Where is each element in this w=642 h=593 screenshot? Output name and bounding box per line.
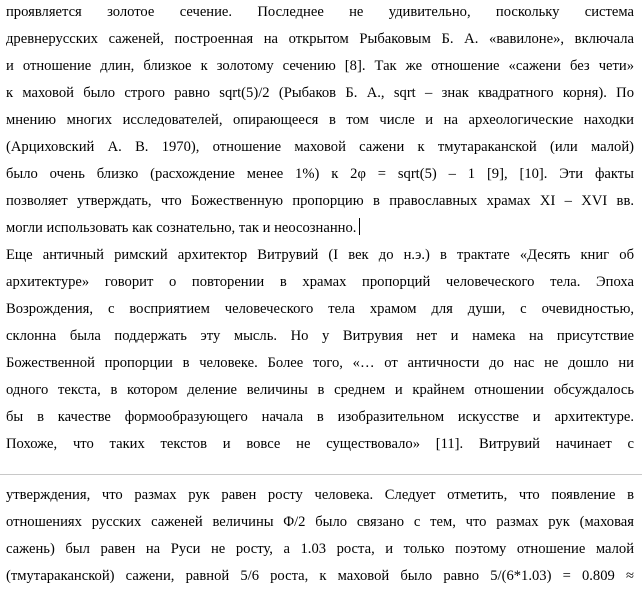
text-line[interactable]: сажень) был равен на Руси не росту, а 1.03 роста, и только поэтому отношение малой — [6, 541, 634, 557]
text-line[interactable]: утверждения, что размах рук равен росту человека. Следует отметить, что появление в — [6, 487, 634, 503]
text-line[interactable]: было очень близко (расхождение менее 1%) к 2φ = sqrt(5) – 1 [9], [10]. Эти факты — [6, 166, 634, 182]
text-line[interactable]: позволяет утверждать, что Божественную пропорцию в православных храмах XI – XVI вв. — [6, 193, 634, 209]
text-line[interactable]: Похоже, что таких текстов и вовсе не существовало» [11]. Витрувий начинает с — [6, 436, 634, 452]
text-line[interactable]: Возрождения, с восприятием человеческого тела храмом для души, с очевидностью, — [6, 301, 634, 317]
text-line[interactable]: и отношение длин, близкое к золотому сечению [8]. Так же отношение «сажени без чети» — [6, 58, 634, 74]
text-line[interactable]: Еще античный римский архитектор Витрувий (I век до н.э.) в трактате «Десять книг об — [6, 247, 634, 263]
text-line[interactable]: одного текста, в котором деление величины в среднем и крайнем отношении обсуждалось — [6, 382, 634, 398]
text-line[interactable]: архитектуре» говорит о повторении в храмах пропорций человеческого тела. Эпоха — [6, 274, 634, 290]
text-cursor — [359, 218, 360, 235]
text-line[interactable]: мнению многих исследователей, опирающееся в том числе и на археологические находки — [6, 112, 634, 128]
text-line[interactable]: Божественной пропорции в человеке. Более того, «… от античности до нас не дошло ни — [6, 355, 634, 371]
text-line[interactable]: к маховой было строго равно sqrt(5)/2 (Рыбаков Б. А., sqrt – знак квадратного корня). По — [6, 85, 634, 101]
text-line[interactable]: (тмутараканской) сажени, равной 5/6 роста, к маховой было равно 5/(6*1.03) = 0.809 ≈ — [6, 568, 634, 584]
text-line[interactable]: проявляется золотое сечение. Последнее не удивительно, поскольку система — [6, 4, 634, 20]
text-line[interactable]: (Арциховский А. В. 1970), отношение маховой сажени к тмутараканской (или малой) — [6, 139, 634, 155]
text-line[interactable]: склонна была поддержать эту мысль. Но у Витрувия нет и намека на присутствие — [6, 328, 634, 344]
page-break-divider — [0, 474, 642, 475]
text-line[interactable]: отношениях русских саженей величины Φ/2 было связано с тем, что размах рук (маховая — [6, 514, 634, 530]
text-line[interactable]: древнерусских саженей, построенная на открытом Рыбаковым Б. А. «вавилоне», включала — [6, 31, 634, 47]
text-line-content[interactable]: могли использовать как сознательно, так и неосознанно. — [6, 220, 357, 236]
text-line[interactable]: бы в качестве формообразующего начала в изобразительном искусстве и архитектуре. — [6, 409, 634, 425]
text-line-paragraph-end[interactable] — [6, 215, 634, 241]
